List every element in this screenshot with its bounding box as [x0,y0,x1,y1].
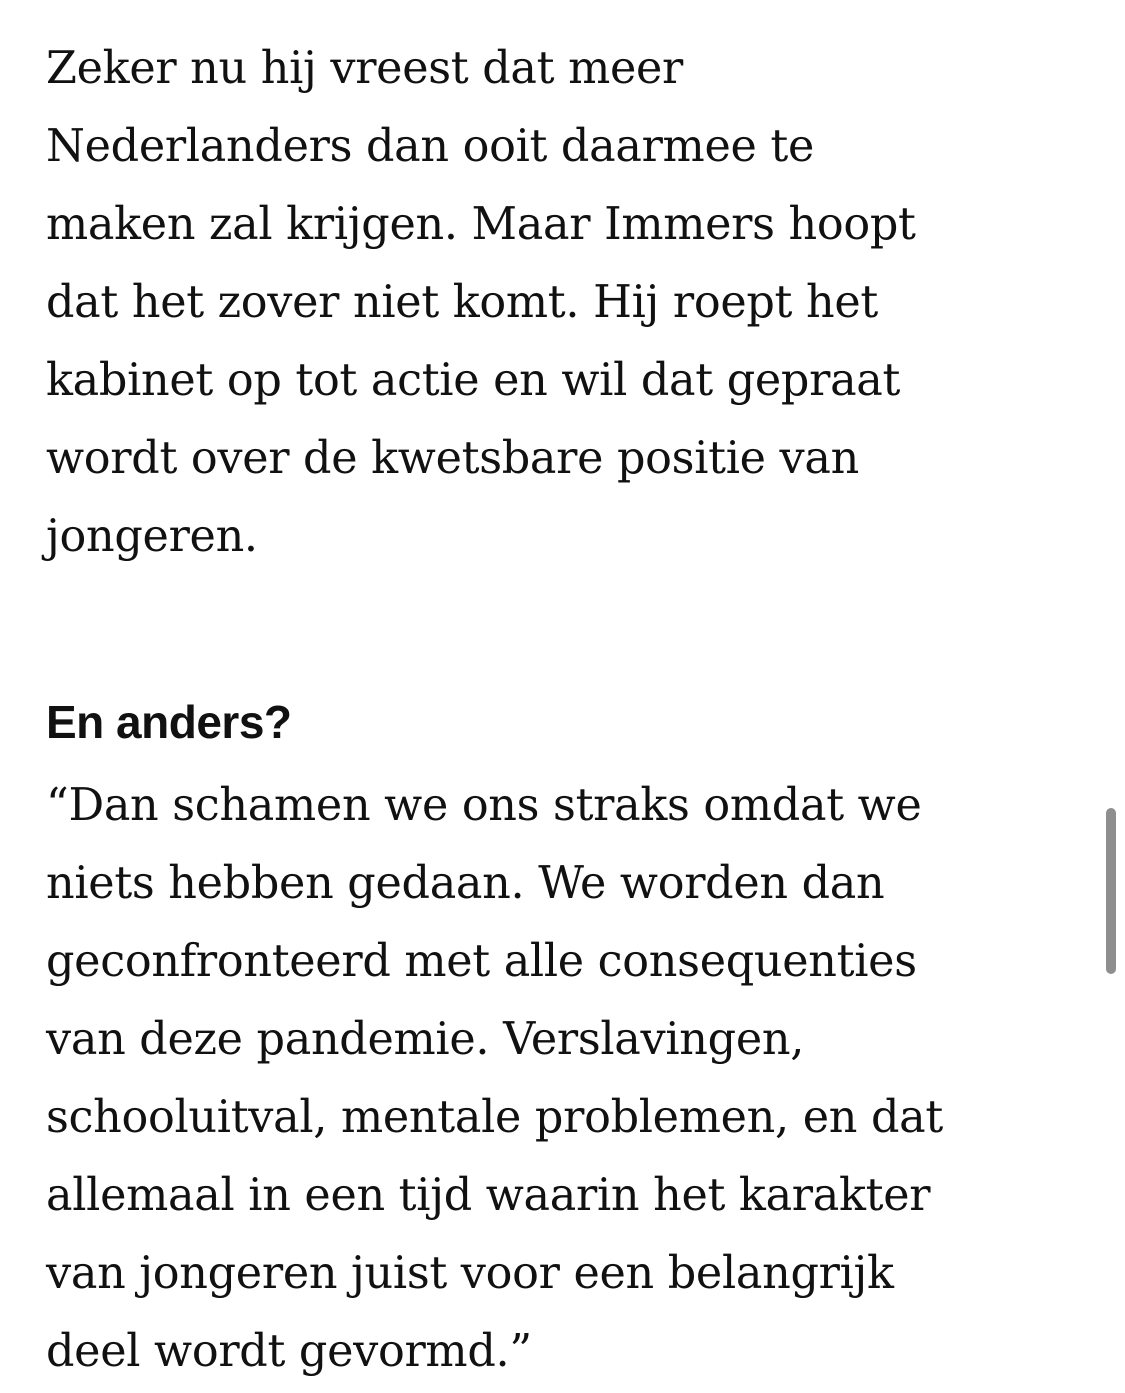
paragraph-line: Zeker nu hij vreest dat meer [46,43,684,94]
paragraph-line: wordt over de kwetsbare positie van [46,433,859,484]
article-paragraph [46,30,1086,576]
paragraph-line: niets hebben gedaan. We worden dan [46,858,885,909]
paragraph-line: dat het zover niet komt. Hij roept het [46,277,878,328]
quote-paragraph [46,767,1086,1391]
paragraph-line: “Dan schamen we ons straks omdat we [46,780,922,831]
paragraph-line: jongeren. [46,511,258,562]
paragraph-line: schooluitval, mentale problemen, en dat [46,1092,943,1143]
scrollbar-thumb[interactable] [1106,808,1116,974]
section-heading: En anders? [46,696,292,748]
paragraph-line: allemaal in een tijd waarin het karakter [46,1170,931,1221]
paragraph-line: geconfronteerd met alle consequenties [46,936,917,987]
paragraph-line: kabinet op tot actie en wil dat gepraat [46,355,901,406]
article-body [46,30,1086,1391]
paragraph-line: deel wordt gevormd.” [46,1326,532,1377]
paragraph-line: van deze pandemie. Verslavingen, [46,1014,805,1065]
paragraph-line: maken zal krijgen. Maar Immers hoopt [46,199,916,250]
paragraph-line: van jongeren juist voor een belangrijk [46,1248,894,1299]
paragraph-line: Nederlanders dan ooit daarmee te [46,121,814,172]
